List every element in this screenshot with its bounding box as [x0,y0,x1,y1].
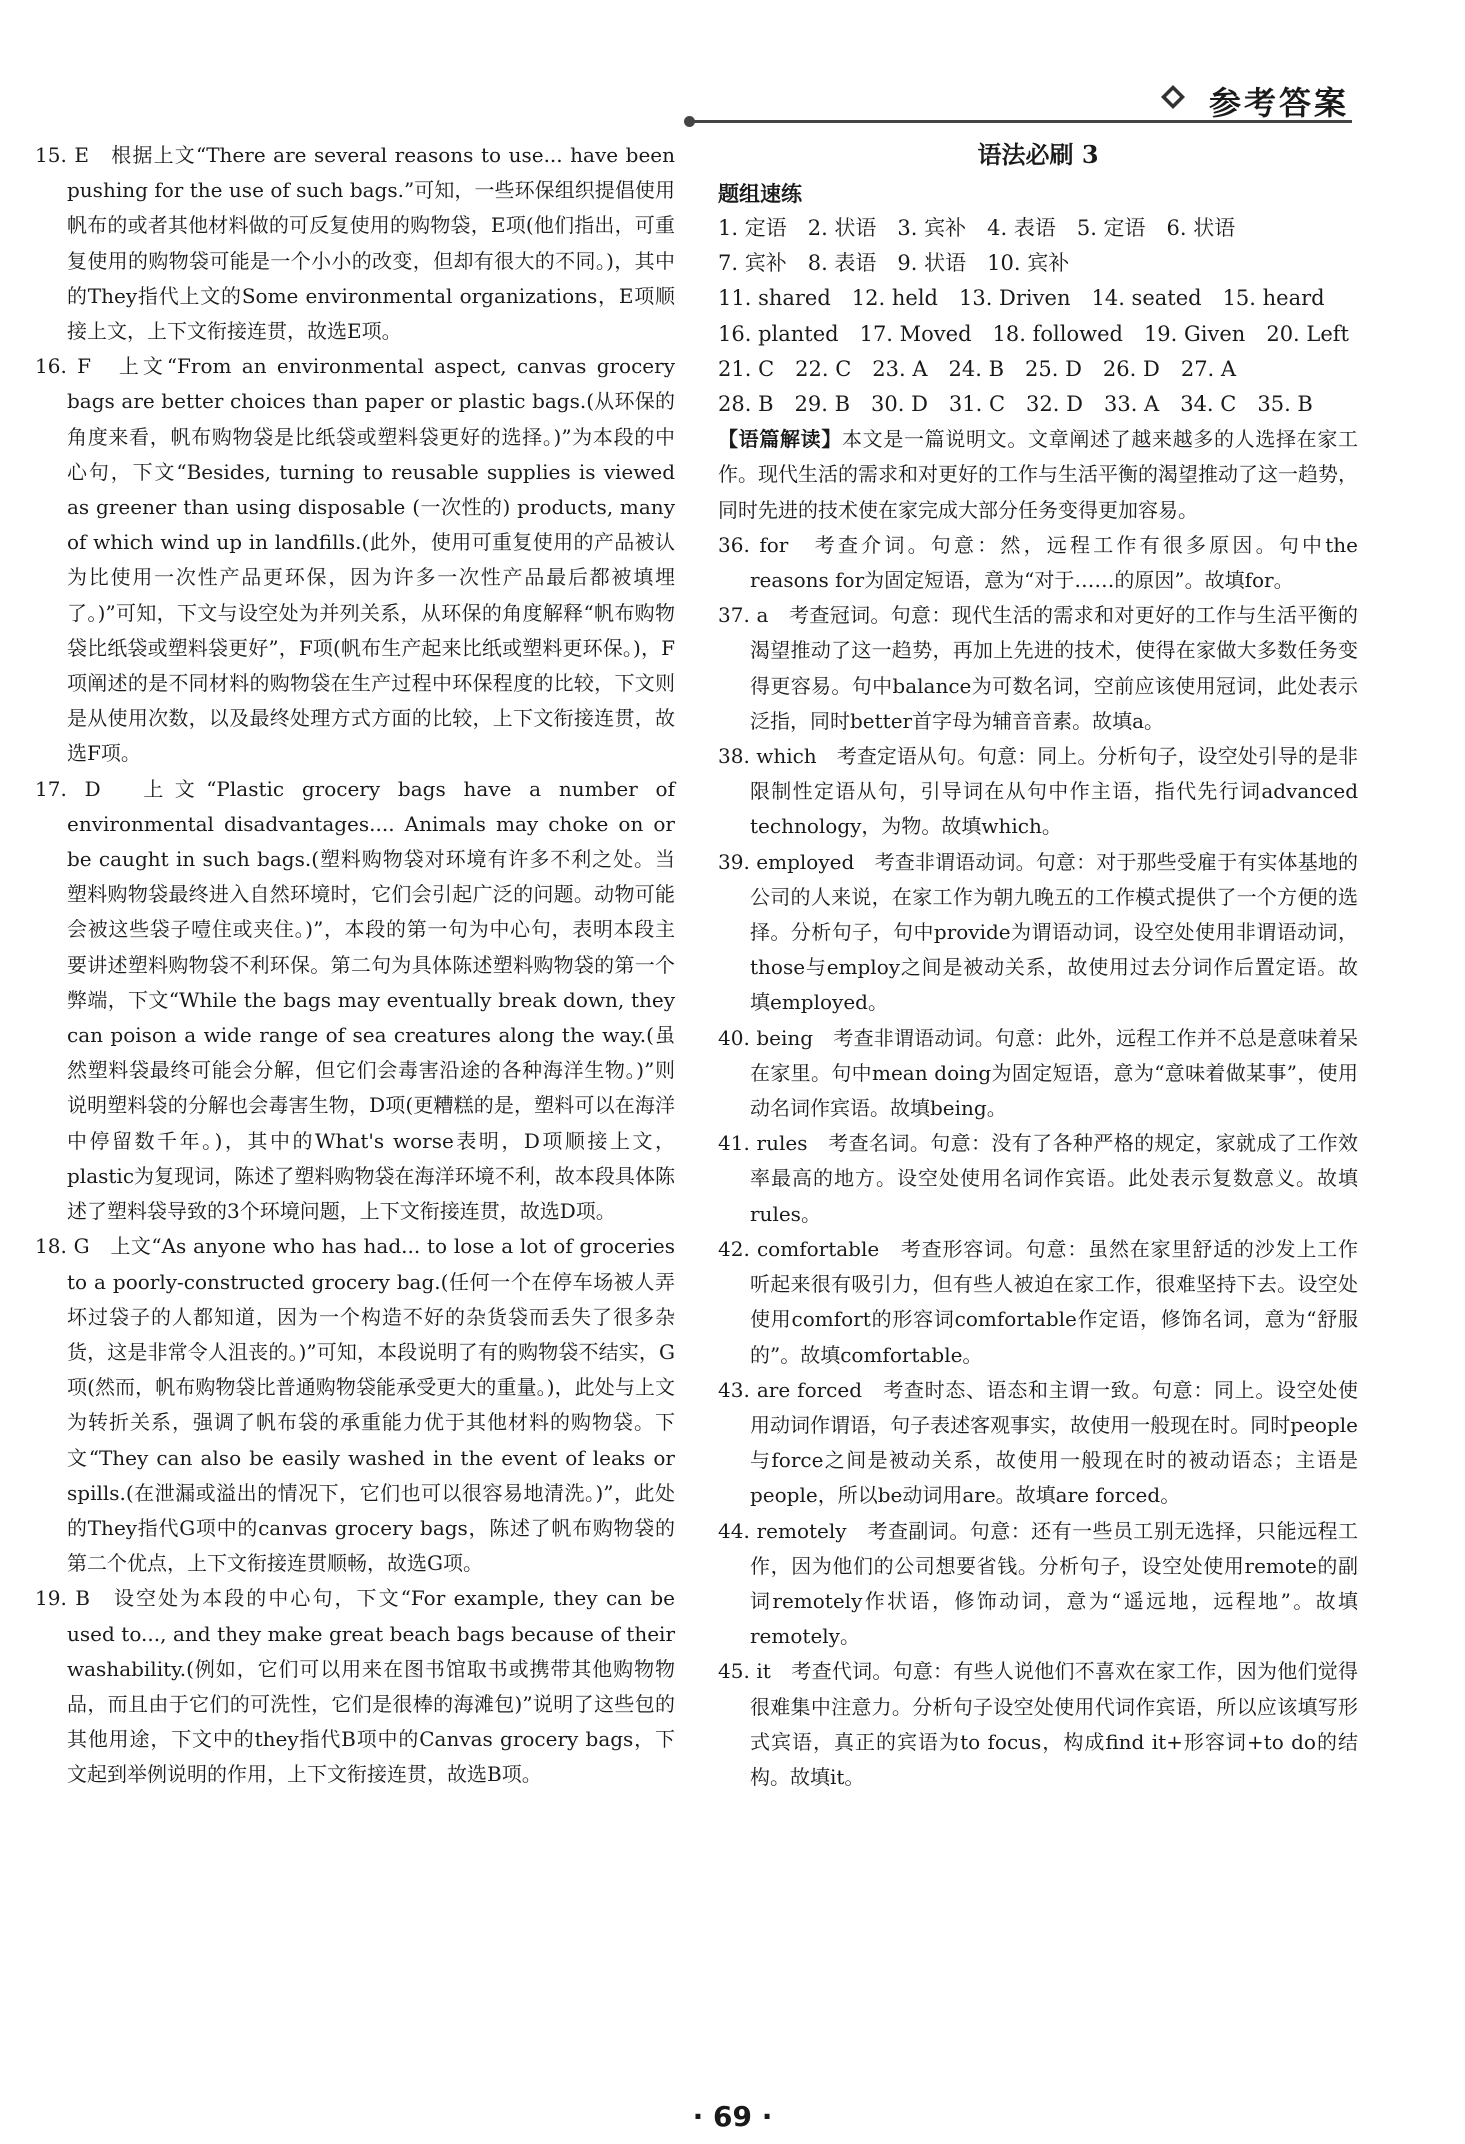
passage-analysis-tag: 【语篇解读】 [718,427,842,452]
answer-explanation-16: 16. F 上文“From an environmental aspect, canvas grocery bags are better choices than paper or plastic bags.(从环保的角度来看，帆布购物袋是比纸袋或塑料袋更好的选择。)”为本段的中心句，下文“Besides, turning to reusable supplies is viewed as greener than using disposable (一次性的) products, many of which wind up in landfills.(此外，使用可重复使用的产品被认为比使用一次性产品更环保，因为许多一次性产品最后都被填埋了。)”可知，下文与设空处为并列关系，从环保的角度解释“帆布购物袋比纸袋或塑料袋更好”，F项(帆布生产起来比纸或塑料更环保。)，F项阐述的是不同材料的购物袋在生产过程中环保程度的比较，下文则是从使用次数，以及最终处理方式方面的比较，上下文衔接连贯，故选F项。 [35,354,675,766]
header-dot [684,116,695,127]
diamond-icon [1160,84,1186,110]
answer-key-line: 21. C 22. C 23. A 24. B 25. D 26. D 27. A [718,356,1237,381]
left-column [35,138,675,1793]
answer-explanation-44: 44. remotely 考查副词。句意：还有一些员工别无选择，只能远程工作，因为他们的公司想要省钱。分析句子，设空处使用remote的副词remotely作状语，修饰动词，意为“遥远地，远程地”。故填remotely。 [718,1518,1358,1649]
answer-explanation-17: 17. D 上文“Plastic grocery bags have a number of environmental disadvantages.... Animals may choke on or be caught in such bags.(塑料购物袋对环境有许多不利之处。当塑料购物袋最终进入自然环境时，它们会引起广泛的问题。动物可能会被这些袋子噎住或夹住。)”，本段的第一句为中心句，表明本段主要讲述塑料购物袋不利环保。第二句为具体陈述塑料购物袋的第一个弊端，下文“While the bags may eventually break down, they can poison a wide range of sea creatures along the way.(虽然塑料袋最终可能会分解，但它们会毒害沿途的各种海洋生物。)”则说明塑料袋的分解也会毒害生物，D项(更糟糕的是，塑料可以在海洋中停留数千年。)，其中的What's worse表明，D项顺接上文，plastic为复现词，陈述了塑料购物袋在海洋环境不利，故本段具体陈述了塑料袋导致的3个环境问题，上下文衔接连贯，故选D项。 [35,776,675,1224]
answer-explanation-45: 45. it 考查代词。句意：有些人说他们不喜欢在家工作，因为他们觉得很难集中注意力。分析句子设空处使用代词作宾语，所以应该填写形式宾语，真正的宾语为to focus，构成find it+形容词+to do的结构。故填it。 [718,1659,1358,1789]
passage-analysis [718,422,1358,528]
answer-explanation-41: 41. rules 考查名词。句意：没有了各种严格的规定，家就成了工作效率最高的地方。设空处使用名词作宾语。此处表示复数意义。故填rules。 [718,1131,1358,1226]
answer-key-line: 7. 宾补 8. 表语 9. 状语 10. 宾补 [718,251,1070,276]
drill-heading: 题组速练 [718,182,802,206]
answer-key-line: 11. shared 12. held 13. Driven 14. seated 15. heard [718,286,1325,311]
right-column [718,138,1358,1795]
answer-explanation-43: 43. are forced 考查时态、语态和主谓一致。句意：同上。设空处使用动词作谓语，句子表述客观事实，故使用一般现在时。同时people与force之间是被动关系，故使用一般现在时的被动语态；主语是people，所以be动词用are。故填are forced。 [718,1377,1358,1508]
answer-explanation-18: 18. G 上文“As anyone who has had... to lose a lot of groceries to a poorly-constructed grocery bag.(任何一个在停车场被人弄坏过袋子的人都知道，因为一个构造不好的杂货袋而丢失了很多杂货，这是非常令人沮丧的。)”可知，本段说明了有的购物袋不结实，G项(然而，帆布购物袋比普通购物袋能承受更大的重量。)，此处与上文为转折关系，强调了帆布袋的承重能力优于其他材料的购物袋。下文“They can also be easily washed in the event of leaks or spills.(在泄漏或溢出的情况下，它们也可以很容易地清洗。)”，此处的They指代G项中的canvas grocery bags，陈述了帆布购物袋的第二个优点，上下文衔接连贯顺畅，故选G项。 [35,1234,675,1576]
page-number: · 69 · [692,2100,773,2133]
answer-explanation-39: 39. employed 考查非谓语动词。句意：对于那些受雇于有实体基地的公司的人来说，在家工作为朝九晚五的工作模式提供了一个方便的选择。分析句子，句中provide为谓语动词，设空处使用非谓语动词，those与employ之间是被动关系，故使用过去分词作后置定语。故填employed。 [718,849,1358,1015]
answer-explanation-37: 37. a 考查冠词。句意：现代生活的需求和对更好的工作与生活平衡的渴望推动了这一趋势，再加上先进的技术，使得在家做大多数任务变得更容易。句中balance为可数名词，空前应该使用冠词，此处表示泛指，同时better首字母为辅音音素。故填a。 [718,603,1358,733]
passage-analysis-text: 本文是一篇说明文。文章阐述了越来越多的人选择在家工作。现代生活的需求和对更好的工作与生活平衡的渴望推动了这一趋势，同时先进的技术使在家完成大部分任务变得更加容易。 [718,427,1358,522]
answer-explanation-36: 36. for 考查介词。句意：然，远程工作有很多原因。句中the reasons for为固定短语，意为“对于……的原因”。故填for。 [718,532,1358,593]
answer-explanation-38: 38. which 考查定语从句。句意：同上。分析句子，设空处引导的是非限制性定语从句，引导词在从句中作主语，指代先行词advanced technology，为物。故填which。 [718,744,1358,839]
answer-key-line: 16. planted 17. Moved 18. followed 19. Given 20. Left [718,321,1349,346]
answer-explanation-42: 42. comfortable 考查形容词。句意：虽然在家里舒适的沙发上工作听起来很有吸引力，但有些人被迫在家工作，很难坚持下去。设空处使用comfort的形容词comfortable作定语，修饰名词，意为“舒服的”。故填comfortable。 [718,1236,1358,1367]
answer-explanation-40: 40. being 考查非谓语动词。句意：此外，远程工作并不总是意味着呆在家里。句中mean doing为固定短语，意为“意味着做某事”，使用动名词作宾语。故填being。 [718,1025,1358,1121]
answer-explanation-15: 15. E 根据上文“There are several reasons to use... have been pushing for the use of such bags.”可知，一些环保组织提倡使用帆布的或者其他材料做的可反复使用的购物袋，E项(他们指出，可重复使用的购物袋可能是一个小小的改变，但却有很大的不同。)，其中的They指代上文的Some environmental organizations，E项顺接上文，上下文衔接连贯，故选E项。 [35,143,675,344]
answer-key-line: 28. B 29. B 30. D 31. C 32. D 33. A 34. C 35. B [718,392,1313,417]
answer-explanation-19: 19. B 设空处为本段的中心句，下文“For example, they can be used to..., and they make great beach bags because of their washability.(例如，它们可以用来在图书馆取书或携带其他购物物品，而且由于它们的可洗性，它们是很棒的海滩包)”说明了这些包的其他用途，下文中的they指代B项中的Canvas grocery bags，下文起到举例说明的作用，上下文衔接连贯，故选B项。 [35,1586,675,1787]
answer-key-line: 1. 定语 2. 状语 3. 宾补 4. 表语 5. 定语 6. 状语 [718,216,1236,240]
section-title: 语法必刷 3 [977,140,1099,169]
page-header-title: 参考答案 [1208,84,1349,122]
